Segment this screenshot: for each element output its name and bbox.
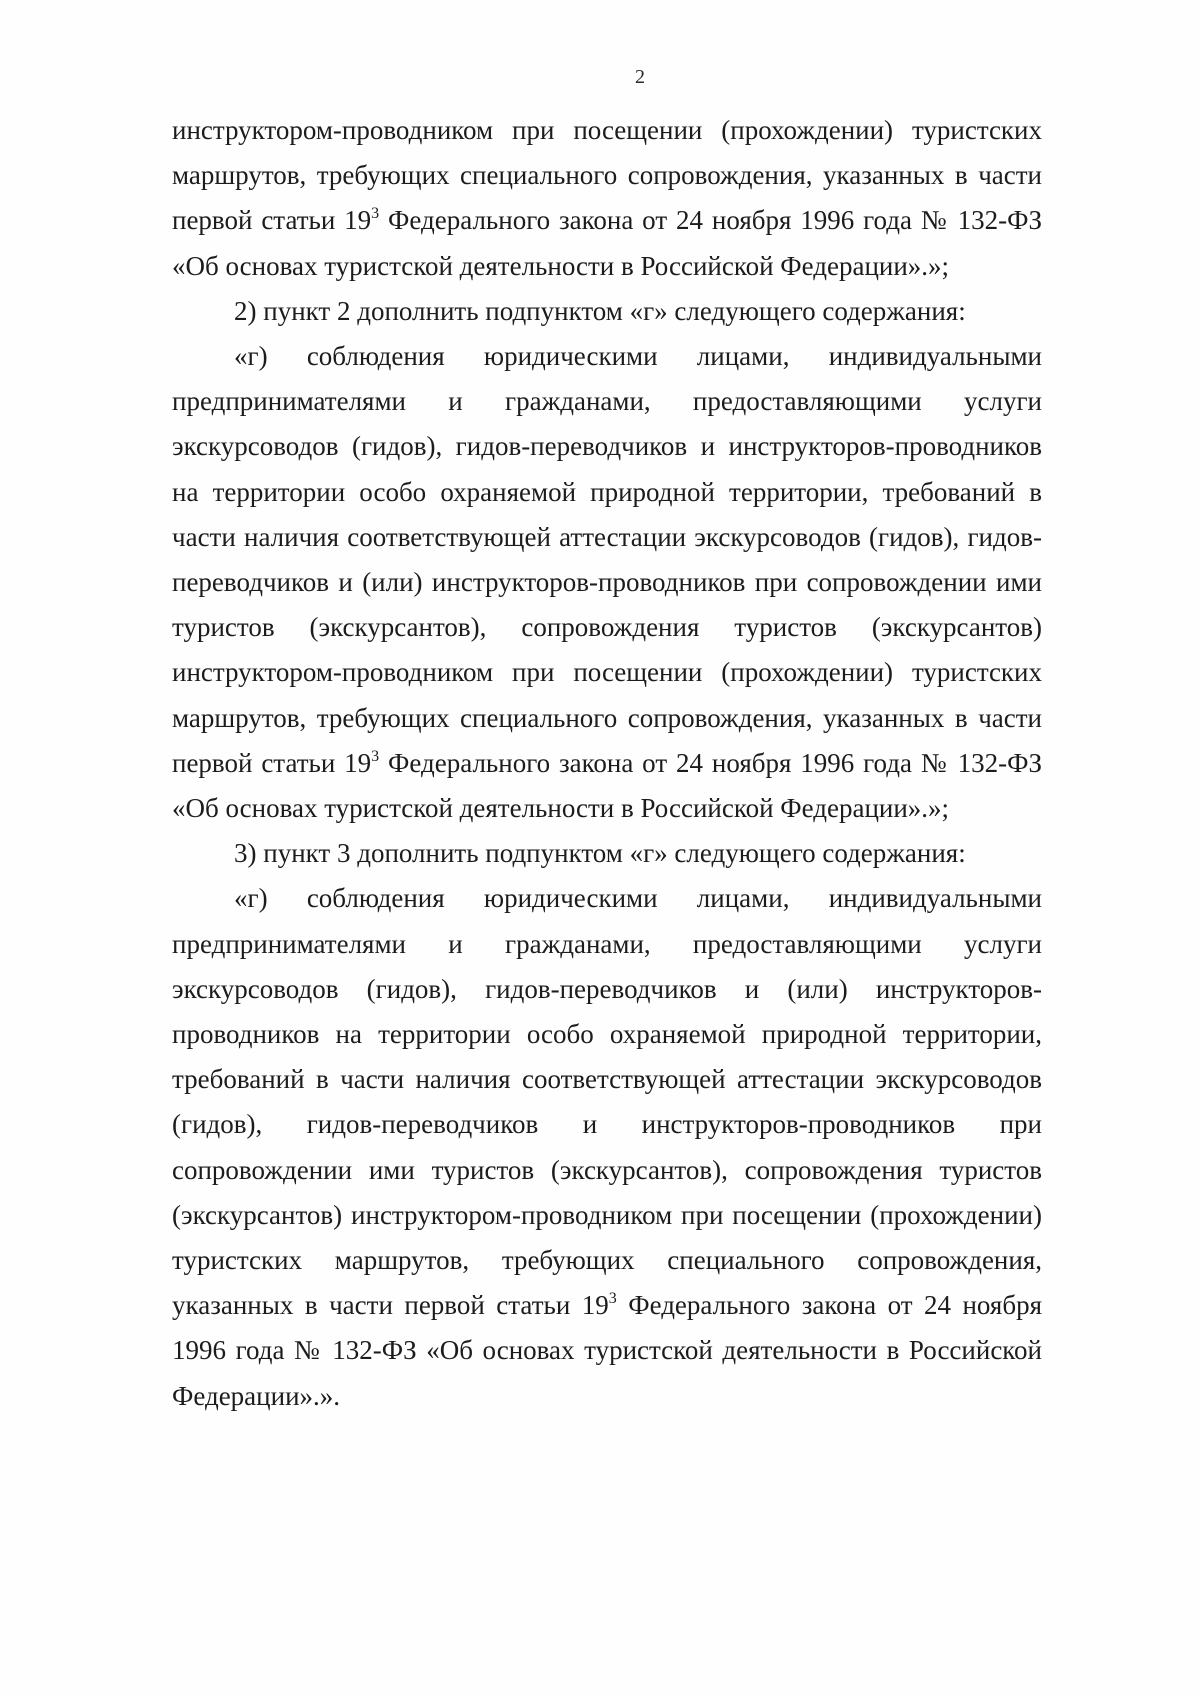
paragraph-text: Федерального закона от 24 ноября 1996 года № 132-ФЗ «Об основах туристской деятельности в Российской Федерации».»; — [172, 205, 1043, 281]
paragraph-subitem-g-1 — [172, 334, 1042, 831]
superscript: 3 — [608, 1290, 617, 1308]
paragraph-item-2: 2) пункт 2 дополнить подпунктом «г» следующего содержания: — [234, 295, 966, 326]
paragraph-item-3: 3) пункт 3 дополнить подпунктом «г» следующего содержания: — [234, 838, 966, 869]
superscript: 3 — [371, 205, 380, 223]
paragraph-text: Федерального закона от 24 ноября 1996 года № 132-ФЗ «Об основах туристской деятельности в Российской Федерации».»; — [172, 747, 1043, 824]
paragraph-text: «г) соблюдения юридическими лицами, индивидуальными предпринимателями и гражданами, предоставляющими услуги экскурсоводов (гидов), гидов-переводчиков и (или) инструкторов-проводников на территории особо охраняемой природной территории, требований в части наличия соответствующей аттестации экскурсоводов (гидов), гидов-переводчиков и инструкторов-проводников при сопровождении ими туристов (экскурсантов), сопровождения туристов (экскурсантов) инструктором-проводником при посещении (прохождении) туристских маршрутов, требующих специального сопровождения, указанных в части первой статьи 19 — [172, 883, 1042, 1321]
document-body — [172, 108, 1042, 1419]
superscript: 3 — [371, 747, 380, 765]
page-number: 2 — [635, 66, 645, 88]
paragraph-text: «г) соблюдения юридическими лицами, индивидуальными предпринимателями и гражданами, предоставляющими услуги экскурсоводов (гидов), гидов-переводчиков и инструкторов-проводников на территории особо охраняемой природной территории, требований в части наличия соответствующей аттестации экскурсоводов (гидов), гидов-переводчиков и (или) инструкторов-проводников при сопровождении ими туристов (экскурсантов), сопровождения туристов (экскурсантов) инструктором-проводником при посещении (прохождении) туристских маршрутов, требующих специального сопровождения, указанных в части первой статьи 19 — [172, 341, 1042, 778]
paragraph-text: Федерального закона от 24 ноября 1996 года № 132-ФЗ «Об основах туристской деятельности в Российской Федерации».». — [172, 1290, 1042, 1411]
paragraph-subitem-g-2 — [172, 876, 1042, 1418]
paragraph-continuation — [172, 108, 1042, 289]
paragraph-text: инструктором-проводником при посещении (прохождении) туристских маршрутов, требующих специального сопровождения, указанных в части первой статьи 19 — [172, 115, 1042, 236]
